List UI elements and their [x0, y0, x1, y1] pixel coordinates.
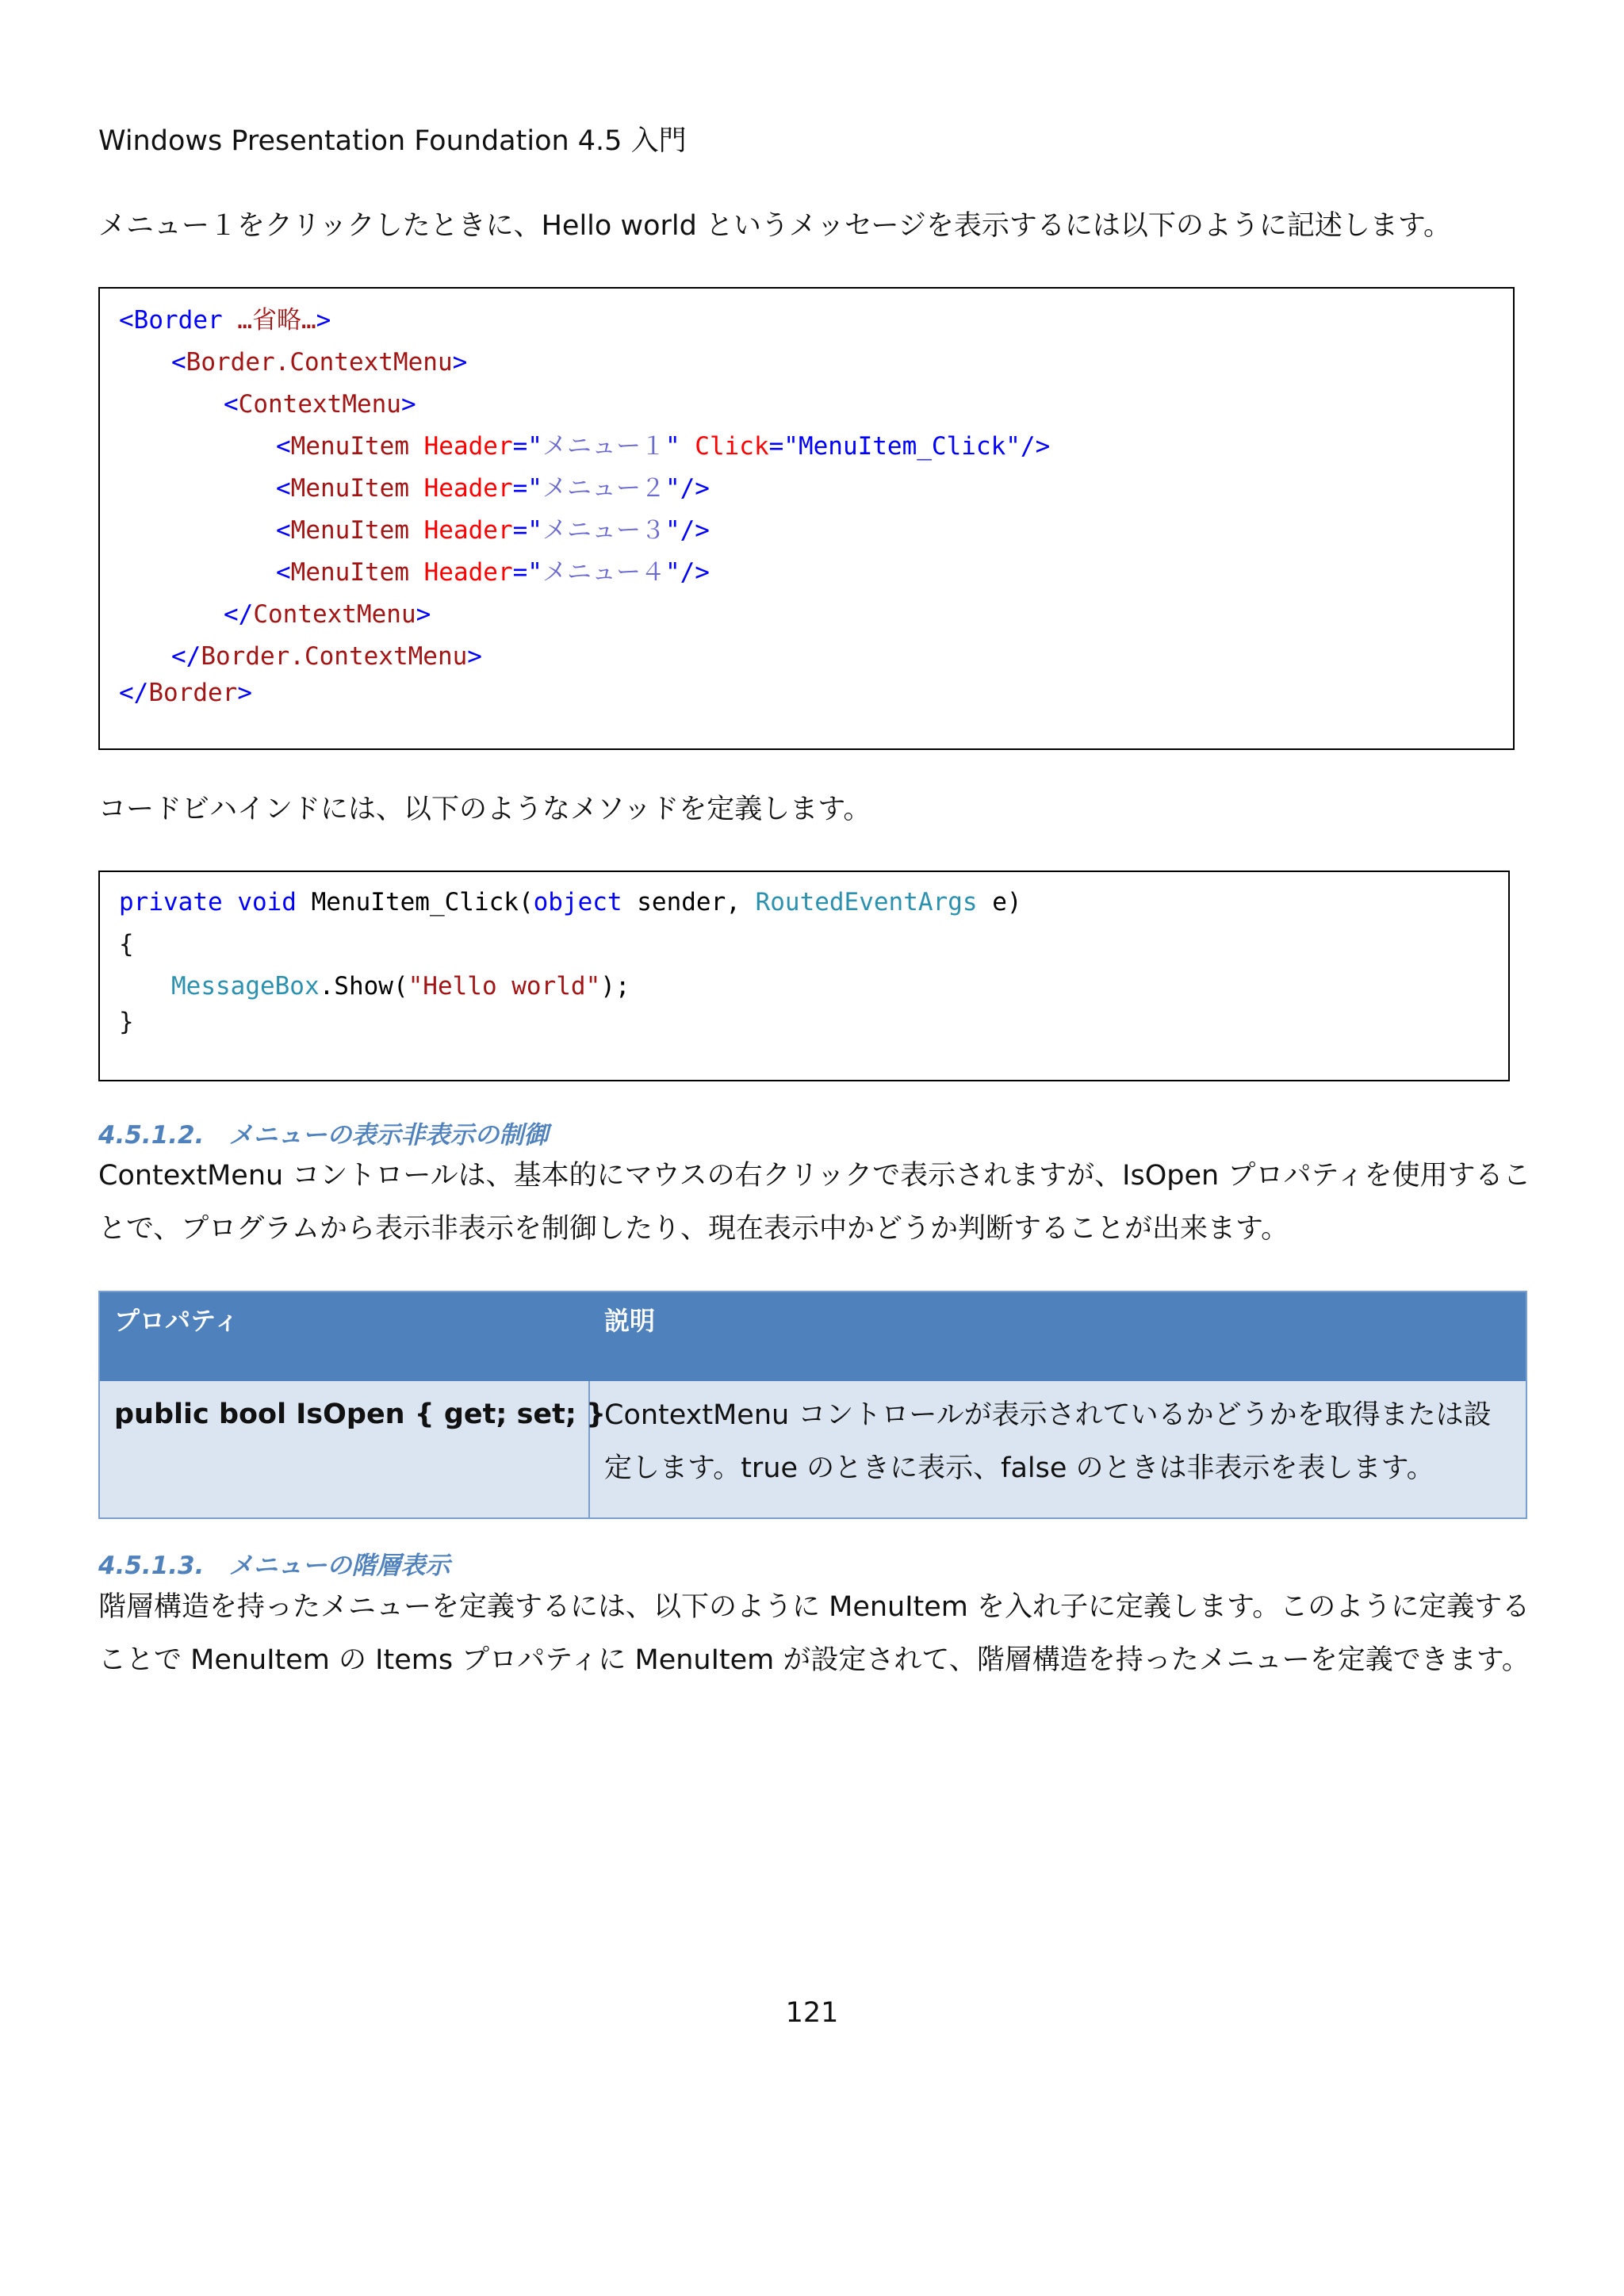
xaml-tag-name: Border [148, 679, 238, 707]
code-line-menuitem-3 [276, 515, 710, 546]
xaml-bracket: > [467, 642, 482, 671]
xaml-value: " [665, 516, 680, 545]
codebehind-intro-paragraph: コードビハインドには、以下のようなメソッドを定義します。 [98, 794, 871, 825]
table-header-property: プロパティ [114, 1306, 239, 1336]
xaml-bracket: > [452, 348, 468, 377]
xaml-bracket: < [276, 432, 291, 461]
table-header-description: 説明 [604, 1306, 656, 1336]
xaml-tag-name: MenuItem [290, 558, 409, 587]
code-line-contextmenu-prop-close [171, 641, 482, 672]
xaml-value: " [665, 558, 680, 587]
xaml-bracket: </ [224, 600, 254, 629]
table-cell-description: ContextMenu コントロールが表示されているかどうかを取得または設定します。true のときに表示、false のときは非表示を表します。 [604, 1399, 1492, 1484]
property-table [98, 1291, 1527, 1519]
xaml-value: =" [512, 432, 542, 461]
cs-string-literal: "Hello world" [408, 972, 601, 1001]
xaml-bracket: </ [119, 679, 149, 707]
table-cell-property: public bool IsOpen { get; set; } [114, 1399, 606, 1430]
code-line-brace-open: { [119, 930, 134, 959]
section-hierarchy-line-2: ことで MenuItem の Items プロパティに MenuItem が設定されて、階層構造を持ったメニューを定義できます。 [98, 1644, 1530, 1676]
xaml-bracket: </ [171, 642, 201, 671]
code-line-menuitem-2 [276, 473, 710, 504]
section-visibility-line-2: とで、プログラムから表示非表示を制御したり、現在表示中かどうか判断することが出来ます。 [98, 1213, 1289, 1245]
xaml-bracket: > [316, 306, 331, 335]
xaml-value: ="MenuItem_Click" [768, 432, 1021, 461]
cs-type-name: RoutedEventArgs [755, 888, 978, 916]
code-line-border-close [119, 677, 252, 709]
code-line-border-open [119, 304, 331, 336]
xaml-value: =" [512, 558, 542, 587]
section-heading-visibility: 4.5.1.2. メニューの表示非表示の制御 [98, 1121, 549, 1150]
xaml-tag-name: ContextMenu [253, 600, 416, 629]
xaml-bracket: < [224, 390, 239, 419]
xaml-bracket: /> [680, 474, 710, 503]
section-visibility-line-1: ContextMenu コントロールは、基本的にマウスの右クリックで表示されますが、IsOpen プロパティを使用するこ [98, 1160, 1531, 1192]
xaml-bracket: < [276, 558, 291, 587]
xaml-bracket: < [171, 348, 186, 377]
cs-punctuation: ); [600, 972, 630, 1001]
xaml-value: " [665, 474, 680, 503]
section-hierarchy-line-1: 階層構造を持ったメニューを定義するには、以下のように MenuItem を入れ子に定義します。このように定義する [98, 1591, 1530, 1623]
xaml-tag-name: ContextMenu [238, 390, 401, 419]
xaml-tag-name: Border.ContextMenu [201, 642, 468, 671]
xaml-bracket: /> [680, 516, 710, 545]
xaml-value: " [665, 432, 680, 461]
xaml-attribute: Header [408, 516, 513, 545]
running-header: Windows Presentation Foundation 4.5 入門 [98, 125, 687, 157]
xaml-bracket: /> [1020, 432, 1051, 461]
xaml-omitted-note: …省略… [222, 306, 316, 335]
page-number: 121 [785, 1997, 839, 2029]
cs-method-call: .Show( [319, 972, 408, 1001]
code-line-contextmenu-prop-open [171, 346, 467, 378]
cs-keyword: object [533, 888, 622, 916]
xaml-bracket: < [276, 474, 291, 503]
cs-type-name: MessageBox [171, 972, 320, 1001]
code-line-contextmenu-close [224, 599, 431, 630]
xaml-tag-name: MenuItem [290, 474, 409, 503]
xaml-attribute: Click [680, 432, 769, 461]
xaml-bracket: > [416, 600, 431, 629]
xaml-code-block [98, 287, 1515, 750]
xaml-header-text: メニュー１ [542, 432, 665, 461]
xaml-tag-name: MenuItem [290, 432, 409, 461]
intro-paragraph: メニュー１をクリックしたときに、Hello world というメッセージを表示するには以下のように記述します。 [98, 210, 1452, 242]
cs-method-name: MenuItem_Click( [296, 888, 534, 916]
xaml-bracket: /> [680, 558, 710, 587]
xaml-attribute: Header [408, 558, 513, 587]
xaml-header-text: メニュー２ [542, 474, 665, 503]
csharp-code-block [98, 871, 1510, 1081]
xaml-attribute: Header [408, 432, 513, 461]
code-line-contextmenu-open [224, 388, 416, 420]
cs-keyword: private [119, 888, 223, 916]
code-line-menuitem-1 [276, 430, 1050, 462]
code-line-menuitem-4 [276, 557, 710, 588]
table-header-row [100, 1292, 1526, 1381]
cs-parameter: e) [977, 888, 1022, 916]
code-line-brace-close: } [119, 1008, 134, 1036]
xaml-value: =" [512, 474, 542, 503]
xaml-bracket: > [237, 679, 252, 707]
cs-parameter: sender, [622, 888, 756, 916]
cs-keyword: void [222, 888, 297, 916]
xaml-tag-name: Border.ContextMenu [186, 348, 453, 377]
xaml-tag-name: MenuItem [290, 516, 409, 545]
xaml-bracket: > [400, 390, 416, 419]
xaml-attribute: Header [408, 474, 513, 503]
code-line-messagebox-call [171, 970, 630, 1002]
code-line-method-signature [119, 886, 1022, 918]
xaml-value: =" [512, 516, 542, 545]
section-heading-hierarchy: 4.5.1.3. メニューの階層表示 [98, 1552, 450, 1580]
xaml-header-text: メニュー３ [542, 516, 665, 545]
xaml-bracket: < [276, 516, 291, 545]
xaml-bracket: <Border [119, 306, 223, 335]
xaml-header-text: メニュー４ [542, 558, 665, 587]
